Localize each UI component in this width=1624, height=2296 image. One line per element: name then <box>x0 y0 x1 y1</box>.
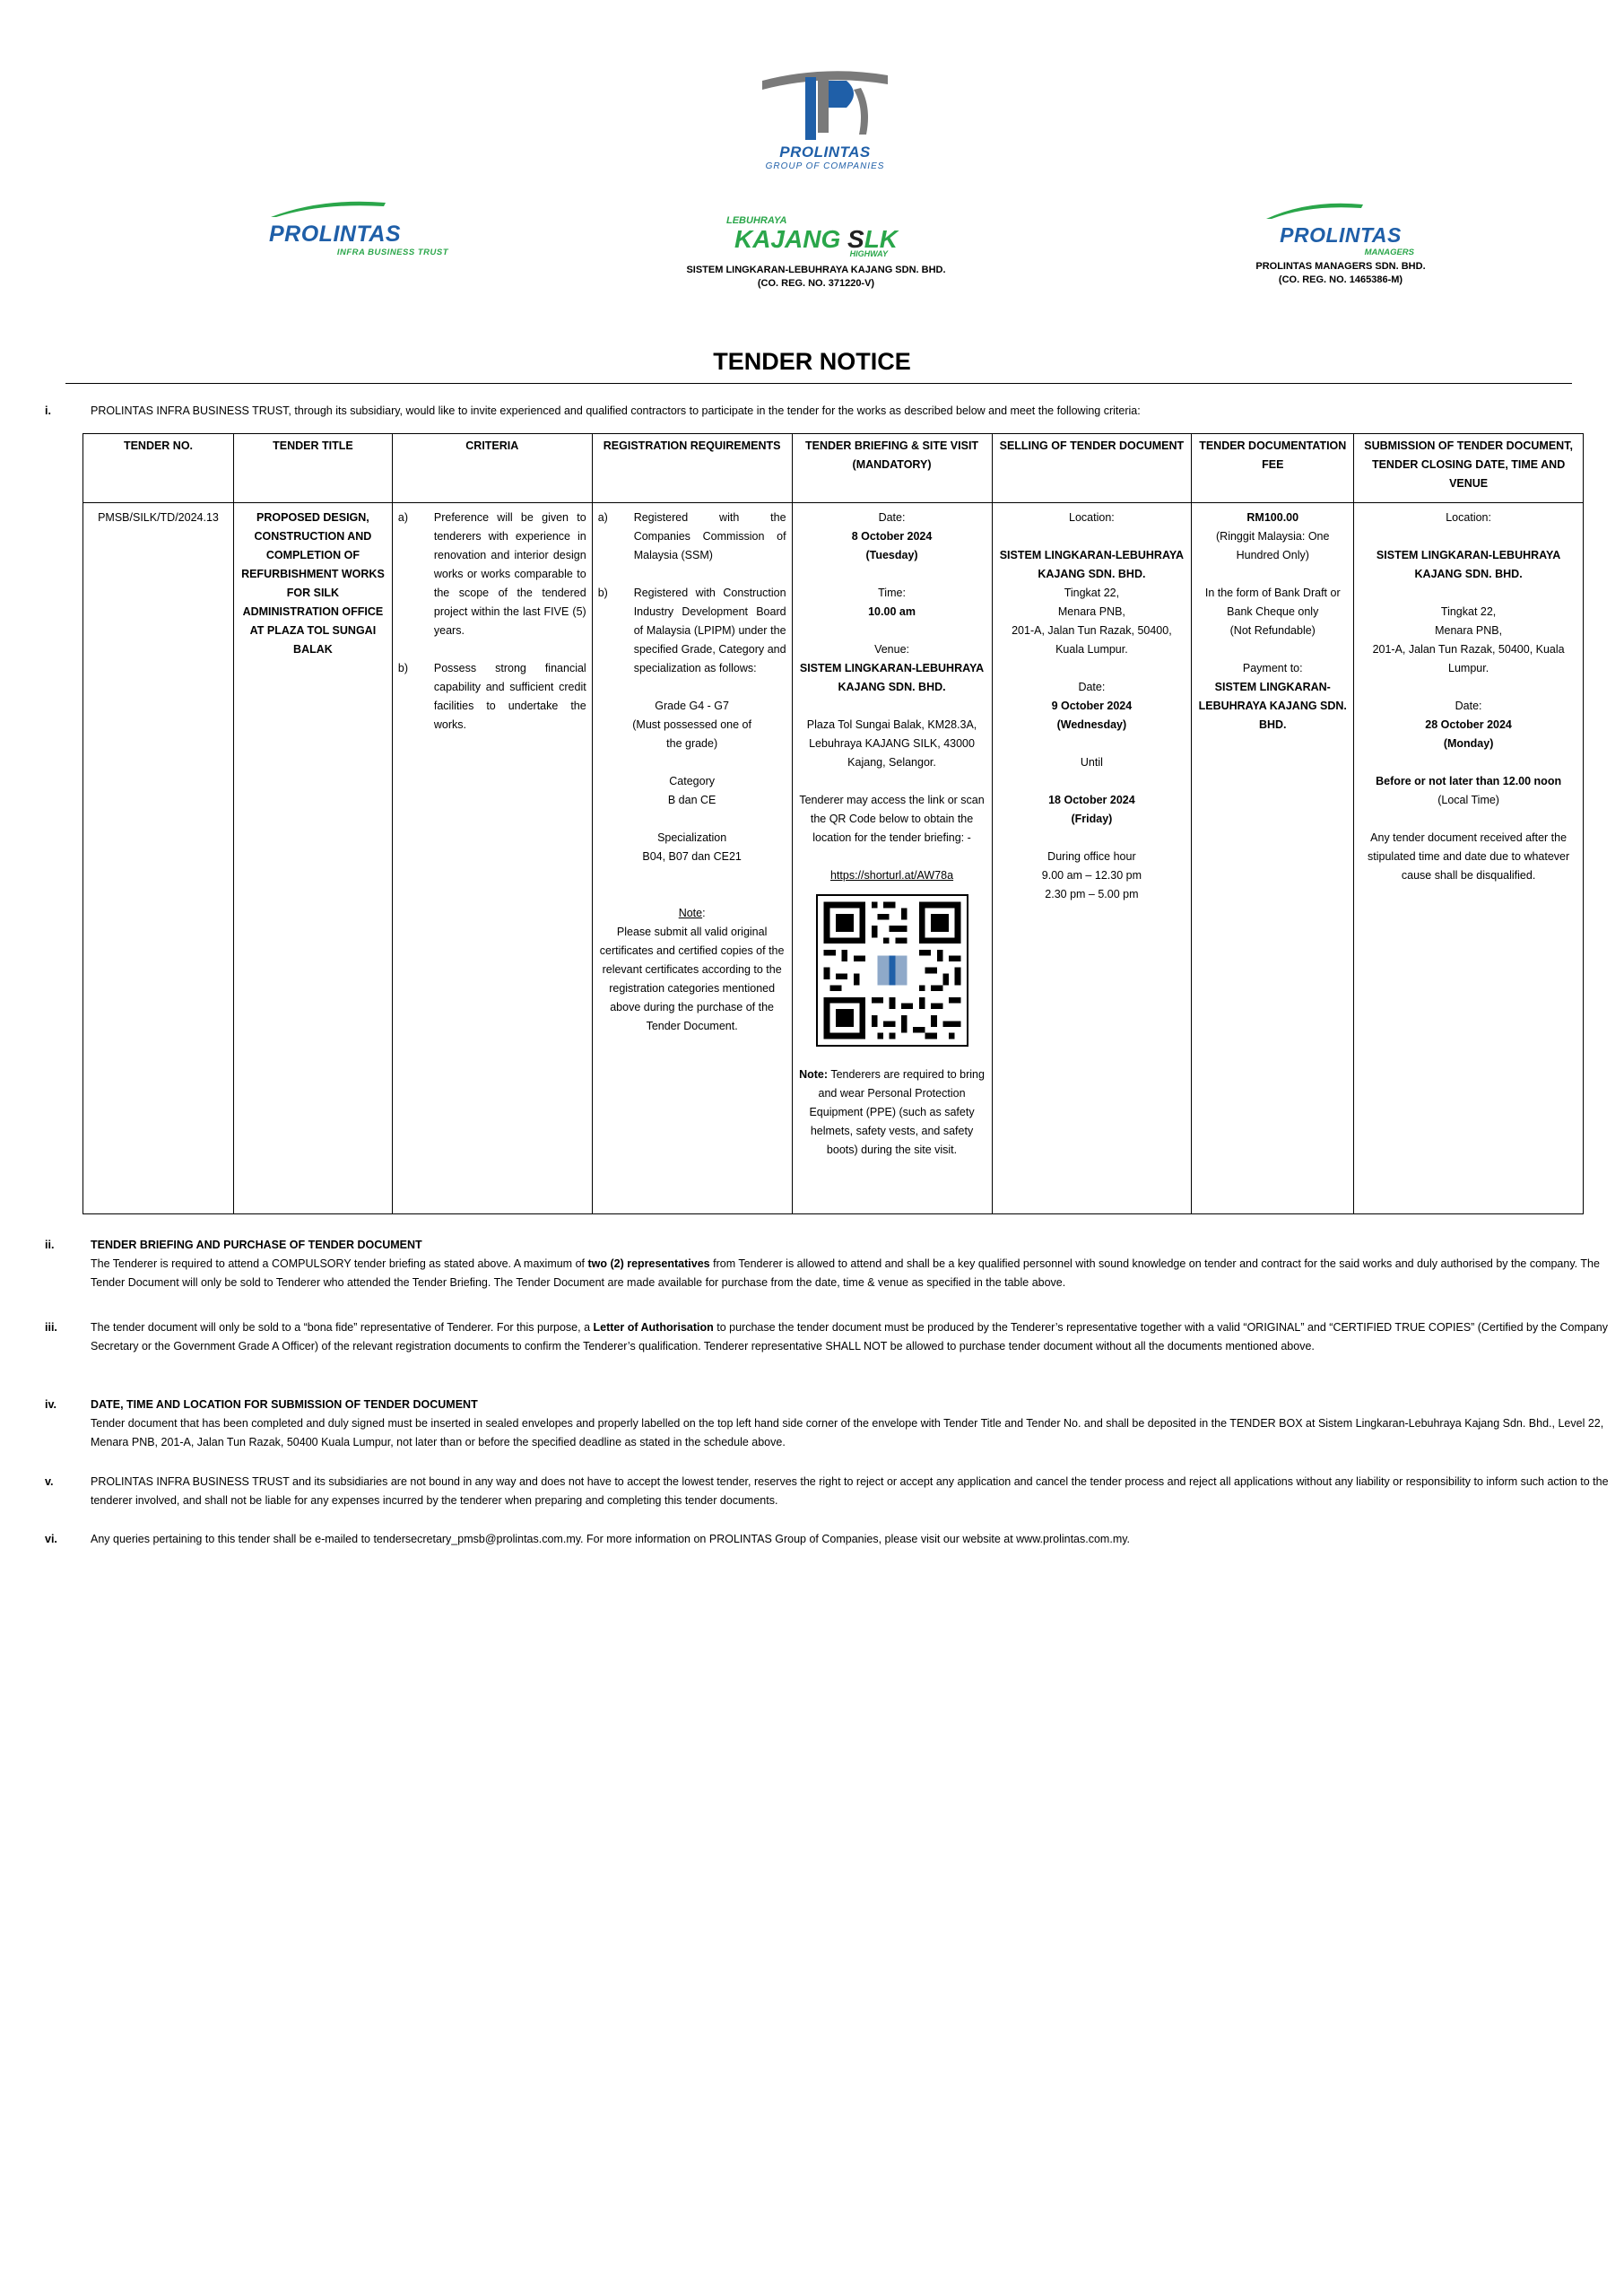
criteria-a <box>398 509 586 640</box>
selling-date-from: 9 October 2024 <box>1051 700 1133 712</box>
header-criteria: CRITERIA <box>392 434 592 503</box>
section-iv-number: iv. <box>45 1398 56 1411</box>
selling-until: Until <box>1080 756 1103 769</box>
section-ii <box>45 1236 1615 1292</box>
selling-day-from: (Wednesday) <box>1056 718 1127 731</box>
selling-name: SISTEM LINGKARAN-LEBUHRAYA KAJANG SDN. BHD. <box>999 549 1185 580</box>
section-ii-body <box>91 1236 1615 1292</box>
section-ii-number: ii. <box>45 1239 55 1251</box>
header-selling: SELLING OF TENDER DOCUMENT <box>992 434 1192 503</box>
registration-spec-label: Specialization <box>657 831 727 844</box>
submission-date: 28 October 2024 <box>1425 718 1512 731</box>
managers-logo-name: PROLINTAS <box>1280 223 1402 247</box>
section-iv-text: Tender document that has been completed and duly signed must be inserted in sealed envelopes and properly labelled on the top left hand side corner of the envelope with Tender Title and Tender No. and shall be deposited in the TENDER BOX at Sistem Lingkaran-Lebuhraya Kajang Sdn. Bhd., Level 22, Menara PNB, 201-A, Jalan Tun Razak, 50400 Kuala Lumpur, not later than or before the specified deadline as stated in the schedule above. <box>91 1417 1604 1448</box>
fee-payee: SISTEM LINGKARAN-LEBUHRAYA KAJANG SDN. BHD. <box>1198 681 1347 731</box>
submission-location-label: Location: <box>1446 511 1491 524</box>
section-iii-number: iii. <box>45 1321 57 1334</box>
qr-code-graphic <box>818 896 967 1045</box>
submission-local-time: (Local Time) <box>1437 794 1499 806</box>
registration-category: B dan CE <box>667 794 716 806</box>
briefing-ppe-label: Note: <box>799 1068 829 1081</box>
group-logo-mark <box>753 63 897 145</box>
section-iv-body <box>91 1396 1615 1452</box>
registration-note-text: Please submit all valid original certificates and certified copies of the relevant certificates according to the registration categories mentioned above during the purchase of the Tender Document. <box>599 926 785 1032</box>
briefing-link[interactable]: https://shorturl.at/AW78a <box>829 869 954 882</box>
section-iii <box>45 1318 1615 1356</box>
silk-company-name: SISTEM LINGKARAN-LEBUHRAYA KAJANG SDN. BHD. <box>686 265 946 275</box>
managers-logo-sub: MANAGERS <box>1364 248 1414 257</box>
briefing-qr-text: Tenderer may access the link or scan the QR Code below to obtain the location for the tender briefing: - <box>799 794 985 844</box>
cell-registration <box>592 503 792 1214</box>
briefing-ppe-text: Tenderers are required to bring and wear Personal Protection Equipment (PPE) (such as safety helmets, safety vests, and safety boots) during the site visit. <box>809 1068 985 1156</box>
cell-submission <box>1354 503 1584 1214</box>
header-tender-title: TENDER TITLE <box>233 434 392 503</box>
submission-deadline: Before or not later than 12.00 noon <box>1376 775 1562 787</box>
section-v-number: v. <box>45 1475 54 1488</box>
criteria-b-label: b) <box>397 662 408 674</box>
section-iv <box>45 1396 1615 1452</box>
submission-name: SISTEM LINGKARAN-LEBUHRAYA KAJANG SDN. BHD. <box>1376 549 1561 580</box>
submission-addr1: Tingkat 22, <box>1440 605 1497 618</box>
table-row <box>83 503 1584 1214</box>
prolintas-group-logo <box>735 63 915 171</box>
submission-day: (Monday) <box>1443 737 1494 750</box>
section-iv-heading: DATE, TIME AND LOCATION FOR SUBMISSION OF TENDER DOCUMENT <box>91 1398 478 1411</box>
selling-hours-2: 2.30 pm – 5.00 pm <box>1045 888 1139 900</box>
registration-a-text: Registered with the Companies Commission of Malaysia (SSM) <box>633 511 786 561</box>
group-logo-name: PROLINTAS <box>779 144 871 161</box>
page-title: TENDER NOTICE <box>713 348 911 375</box>
registration-b-text: Registered with Construction Industry Development Board of Malaysia (LPIPM) under the specified Grade, Category and specialization as follows: <box>633 587 786 674</box>
registration-note-colon: : <box>702 907 706 919</box>
selling-date-to: 18 October 2024 <box>1048 794 1135 806</box>
registration-note-label: Note <box>678 907 703 919</box>
selling-day-to: (Friday) <box>1071 813 1113 825</box>
registration-category-label: Category <box>669 775 715 787</box>
intro-text: PROLINTAS INFRA BUSINESS TRUST, through its subsidiary, would like to invite experienced and qualified contractors to participate in the tender for the works as described below and meet the following criteria: <box>91 404 1141 417</box>
tender-table <box>83 433 1584 1214</box>
fee-payment-label: Payment to: <box>1242 662 1303 674</box>
registration-spec: B04, B07 dan CE21 <box>642 850 742 863</box>
cell-criteria <box>392 503 592 1214</box>
briefing-venue-name: SISTEM LINGKARAN-LEBUHRAYA KAJANG SDN. BHD. <box>799 662 985 693</box>
registration-a <box>598 509 786 565</box>
criteria-a-label: a) <box>397 511 408 524</box>
section-iii-text <box>91 1318 1615 1356</box>
tender-no: PMSB/SILK/TD/2024.13 <box>98 511 219 524</box>
selling-location-label: Location: <box>1069 511 1115 524</box>
section-vi-text: Any queries pertaining to this tender shall be e-mailed to tendersecretary_pmsb@prolintas.com.my. For more information on PROLINTAS Group of Companies, please visit our website at www.prolintas.com.my. <box>91 1533 1131 1545</box>
intro-number: i. <box>45 404 51 417</box>
infra-logo-swoosh <box>269 197 457 217</box>
table-header-row <box>83 434 1584 503</box>
selling-addr1: Tingkat 22, <box>1064 587 1120 599</box>
silk-company-reg: (CO. REG. NO. 371220-V) <box>757 278 875 289</box>
briefing-time: 10.00 am <box>868 605 916 618</box>
registration-grade-note: (Must possessed one of the grade) <box>632 718 751 750</box>
fee-words: (Ringgit Malaysia: One Hundred Only) <box>1216 530 1330 561</box>
briefing-time-label: Time: <box>878 587 906 599</box>
tender-title: PROPOSED DESIGN, CONSTRUCTION AND COMPLETION OF REFURBISHMENT WORKS FOR SILK ADMINISTRATION OFFICE AT PLAZA TOL SUNGAI BALAK <box>241 511 385 656</box>
section-ii-text-bold: two (2) representatives <box>587 1257 710 1270</box>
intro-paragraph <box>45 402 1615 421</box>
briefing-date: 8 October 2024 <box>851 530 933 543</box>
section-ii-heading: TENDER BRIEFING AND PURCHASE OF TENDER DOCUMENT <box>91 1239 422 1251</box>
briefing-day: (Tuesday) <box>865 549 918 561</box>
submission-date-label: Date: <box>1455 700 1482 712</box>
section-ii-text <box>91 1255 1615 1292</box>
cell-fee <box>1192 503 1354 1214</box>
header-tender-no: TENDER NO. <box>83 434 234 503</box>
section-ii-text-1: The Tenderer is required to attend a COMPULSORY tender briefing as stated above. A maximum of <box>91 1257 588 1270</box>
silk-logo-lk: LK <box>864 225 899 253</box>
section-ii-text-2: from Tenderer is allowed to attend and shall be a key qualified personnel with sound knowledge on tender and contract for the said works and duly authorised by the company. The Tender Document will only be sold to Tenderer who attended the Tender Briefing. The Tender Document are made available for purchase from the date, time & venue as specified in the table above. <box>91 1257 1600 1289</box>
cell-briefing <box>792 503 992 1214</box>
selling-addr2: Menara PNB, <box>1057 605 1125 618</box>
registration-b <box>598 584 786 678</box>
briefing-date-label: Date: <box>878 511 906 524</box>
infra-logo-sub: INFRA BUSINESS TRUST <box>336 248 448 257</box>
submission-addr2: Menara PNB, <box>1435 624 1503 637</box>
fee-form: In the form of Bank Draft or Bank Cheque only <box>1204 587 1341 618</box>
fee-refund: (Not Refundable) <box>1229 624 1316 637</box>
fee-amount: RM100.00 <box>1246 511 1299 524</box>
registration-grade: Grade G4 - G7 <box>655 700 729 712</box>
silk-logo-kajang: KAJANG <box>734 225 841 253</box>
briefing-venue-label: Venue: <box>874 643 909 656</box>
silk-company-block <box>682 264 951 291</box>
silk-logo-s: S <box>847 225 864 253</box>
registration-a-label: a) <box>597 511 608 524</box>
briefing-ppe-note <box>798 1065 986 1160</box>
kajang-silk-logo <box>682 215 951 258</box>
section-vi <box>45 1530 1615 1549</box>
managers-company-block <box>1229 260 1453 287</box>
header-briefing: TENDER BRIEFING & SITE VISIT (MANDATORY) <box>792 434 992 503</box>
registration-note-heading <box>598 904 786 923</box>
section-v-text: PROLINTAS INFRA BUSINESS TRUST and its subsidiaries are not bound in any way and does not have to accept the lowest tender, reserves the right to reject or accept any application and cancel the tender process and reject all applications without any liability or responsibility to inform such action to the tenderer involved, and shall not be liable for any expenses incurred by the tenderer when preparing and completing this tender documents. <box>91 1475 1609 1507</box>
group-logo-sub: GROUP OF COMPANIES <box>765 161 885 171</box>
selling-hours-label: During office hour <box>1047 850 1136 863</box>
header-submission: SUBMISSION OF TENDER DOCUMENT, TENDER CLOSING DATE, TIME AND VENUE <box>1354 434 1584 503</box>
section-iii-text-bold: Letter of Authorisation <box>593 1321 714 1334</box>
header-registration: REGISTRATION REQUIREMENTS <box>592 434 792 503</box>
section-iii-text-2: to purchase the tender document must be produced by the Tenderer’s representative together with a valid “ORIGINAL” and “CERTIFIED TRUE COPIES” (Certified by the Company Secretary or the Government Grade A Officer) of the relevant registration documents to confirm the Tenderer’s qualification. Tenderer representative SHALL NOT be allowed to purchase tender document without all the documents mentioned above. <box>91 1321 1609 1352</box>
submission-addr3: 201-A, Jalan Tun Razak, 50400, Kuala Lumpur. <box>1372 643 1565 674</box>
selling-date-label: Date: <box>1078 681 1106 693</box>
cell-tender-title <box>233 503 392 1214</box>
managers-company-reg: (CO. REG. NO. 1465386-M) <box>1278 274 1403 285</box>
header-fee: TENDER DOCUMENTATION FEE <box>1192 434 1354 503</box>
section-iii-text-1: The tender document will only be sold to a “bona fide” representative of Tenderer. For this purpose, a <box>91 1321 594 1334</box>
title-divider <box>65 383 1572 384</box>
selling-addr3: 201-A, Jalan Tun Razak, 50400, Kuala Lumpur. <box>1012 624 1172 656</box>
prolintas-infra-logo <box>269 197 466 257</box>
criteria-b-text: Possess strong financial capability and sufficient credit facilities to undertake the works. <box>433 662 586 731</box>
managers-logo-swoosh <box>1264 199 1417 219</box>
prolintas-managers-logo <box>1260 199 1421 257</box>
silk-logo-top: LEBUHRAYA <box>726 215 787 226</box>
qr-code-icon[interactable] <box>816 894 968 1047</box>
cell-tender-no <box>83 503 234 1214</box>
section-v <box>45 1473 1615 1510</box>
briefing-address: Plaza Tol Sungai Balak, KM28.3A, Lebuhraya KAJANG SILK, 43000 Kajang, Selangor. <box>806 718 977 769</box>
managers-company-name: PROLINTAS MANAGERS SDN. BHD. <box>1255 261 1426 272</box>
silk-logo-highway: HIGHWAY <box>849 249 888 258</box>
cell-selling <box>992 503 1192 1214</box>
section-vi-number: vi. <box>45 1533 57 1545</box>
registration-b-label: b) <box>597 587 608 599</box>
selling-hours-1: 9.00 am – 12.30 pm <box>1041 869 1142 882</box>
infra-logo-name: PROLINTAS <box>269 222 402 247</box>
criteria-a-text: Preference will be given to tenderers with experience in renovation and interior design works or works comparable to the scope of the tendered project within the last FIVE (5) years. <box>433 511 586 637</box>
criteria-b <box>398 659 586 735</box>
submission-warning: Any tender document received after the stipulated time and date due to whatever cause shall be disqualified. <box>1368 831 1570 882</box>
